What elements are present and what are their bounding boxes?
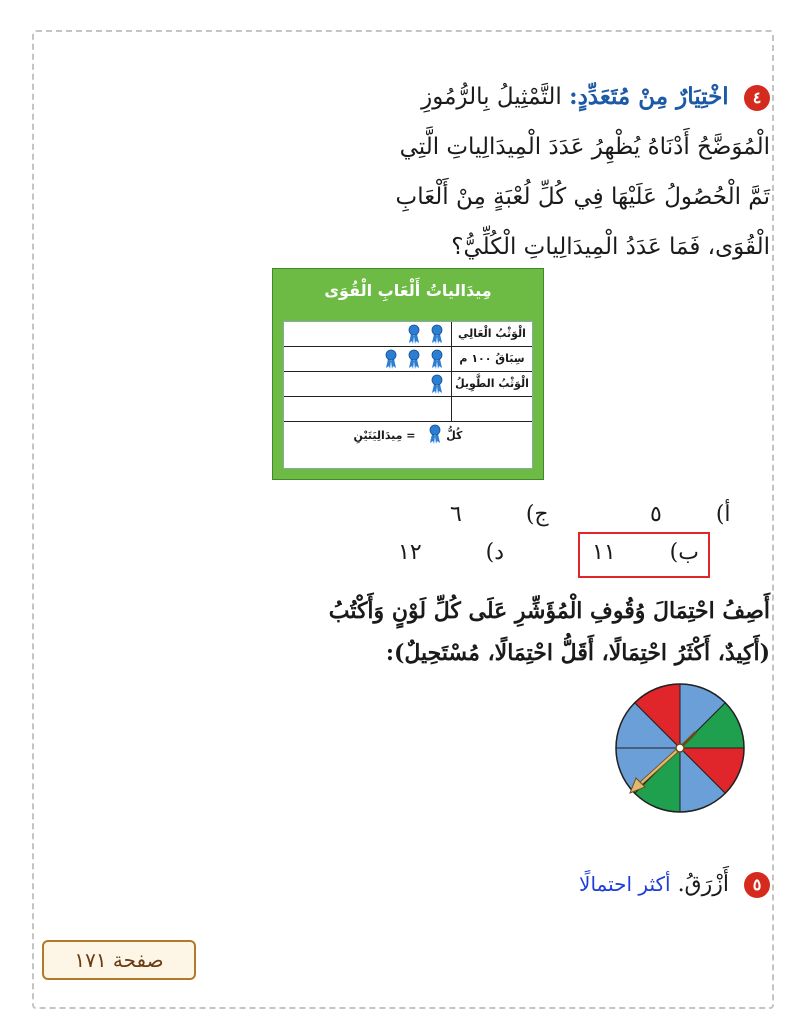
- option-d[interactable]: [398, 540, 504, 565]
- question-5: [520, 872, 770, 898]
- page-number-label: صفحة ١٧١: [42, 940, 196, 980]
- question-4-line-3: تَمَّ الْحُصُولُ عَلَيْهَا فِي كُلِّ لُعْبَةٍ مِنْ أَلْعَابِ: [395, 184, 770, 210]
- option-letter: د): [485, 540, 505, 565]
- option-value: ٦: [450, 502, 462, 527]
- option-c[interactable]: [450, 502, 549, 527]
- option-letter: ج): [525, 502, 549, 527]
- instruction-line-2: (أَكِيدٌ، أَكْثَرُ احْتِمَالًا، أَقَلُّ احْتِمَالًا، مُسْتَحِيلٌ):: [385, 640, 770, 666]
- row-symbols: [375, 349, 444, 369]
- row-label: سِبَاقُ ١٠٠ م: [451, 347, 532, 371]
- medal-icon: [407, 349, 421, 369]
- chart-row: [284, 347, 532, 372]
- option-a[interactable]: [650, 502, 731, 527]
- chart-key: [284, 424, 532, 448]
- option-letter: ب): [669, 540, 699, 565]
- question-number-badge: ٥: [744, 872, 770, 898]
- option-value: ١٢: [398, 540, 422, 565]
- row-label-empty: [451, 397, 532, 421]
- question-4-line-1: [300, 72, 770, 122]
- question-4-line-4: الْقُوَى، فَمَا عَدَدُ الْمِيدَالِياتِ الْكُلِّيُّ؟: [451, 234, 770, 260]
- option-value: ١١: [592, 540, 616, 565]
- chart-row: [284, 322, 532, 347]
- option-letter: أ): [715, 502, 731, 527]
- row-label: الْوَثْبُ الْعَالِي: [451, 322, 532, 346]
- key-medal-icon: [428, 424, 442, 444]
- medal-icon: [407, 324, 421, 344]
- key-prefix: كُلُّ: [446, 429, 463, 442]
- chart-title: مِيدَالياتُ أَلْعَابِ الْقُوَى: [324, 281, 492, 300]
- pictograph-chart: [272, 268, 544, 480]
- question-4-heading: اخْتِيَارٌ مِنْ مُتَعَدِّدٍ:: [569, 83, 729, 110]
- option-value: ٥: [650, 502, 662, 527]
- question-number-badge: ٤: [744, 85, 770, 111]
- key-suffix: = مِيدَالِيَتَيْنِ: [353, 429, 416, 442]
- chart-row-empty: [284, 397, 532, 422]
- spinner-wheel: [612, 680, 748, 816]
- chart-row: [284, 372, 532, 397]
- question-4: [300, 72, 770, 272]
- medal-icon: [384, 349, 398, 369]
- row-label: الْوَثْبُ الطَّوِيلُ: [451, 372, 532, 396]
- question-5-prompt: أَزْرَقُ.: [677, 872, 729, 897]
- option-b[interactable]: [592, 540, 699, 565]
- question-5-instruction: [300, 590, 770, 674]
- medal-icon: [430, 324, 444, 344]
- row-symbols: [398, 324, 444, 344]
- instruction-line-1: أَصِفُ احْتِمَالَ وُقُوفِ الْمُؤَشِّرِ عَلَى كُلِّ لَوْنٍ وَأَكْتُبُ: [328, 598, 770, 624]
- row-symbols: [421, 374, 444, 394]
- question-5-answer: أكثر احتمالًا: [579, 872, 671, 896]
- medal-icon: [430, 349, 444, 369]
- question-4-text-1: التَّمْثِيلُ بِالرُّمُوزِ: [421, 84, 562, 110]
- medal-icon: [430, 374, 444, 394]
- chart-table: [283, 321, 533, 469]
- question-4-line-2: الْمُوَضَّحُ أَدْنَاهُ يُظْهِرُ عَدَدَ الْمِيدَالِياتِ الَّتِي: [399, 134, 770, 160]
